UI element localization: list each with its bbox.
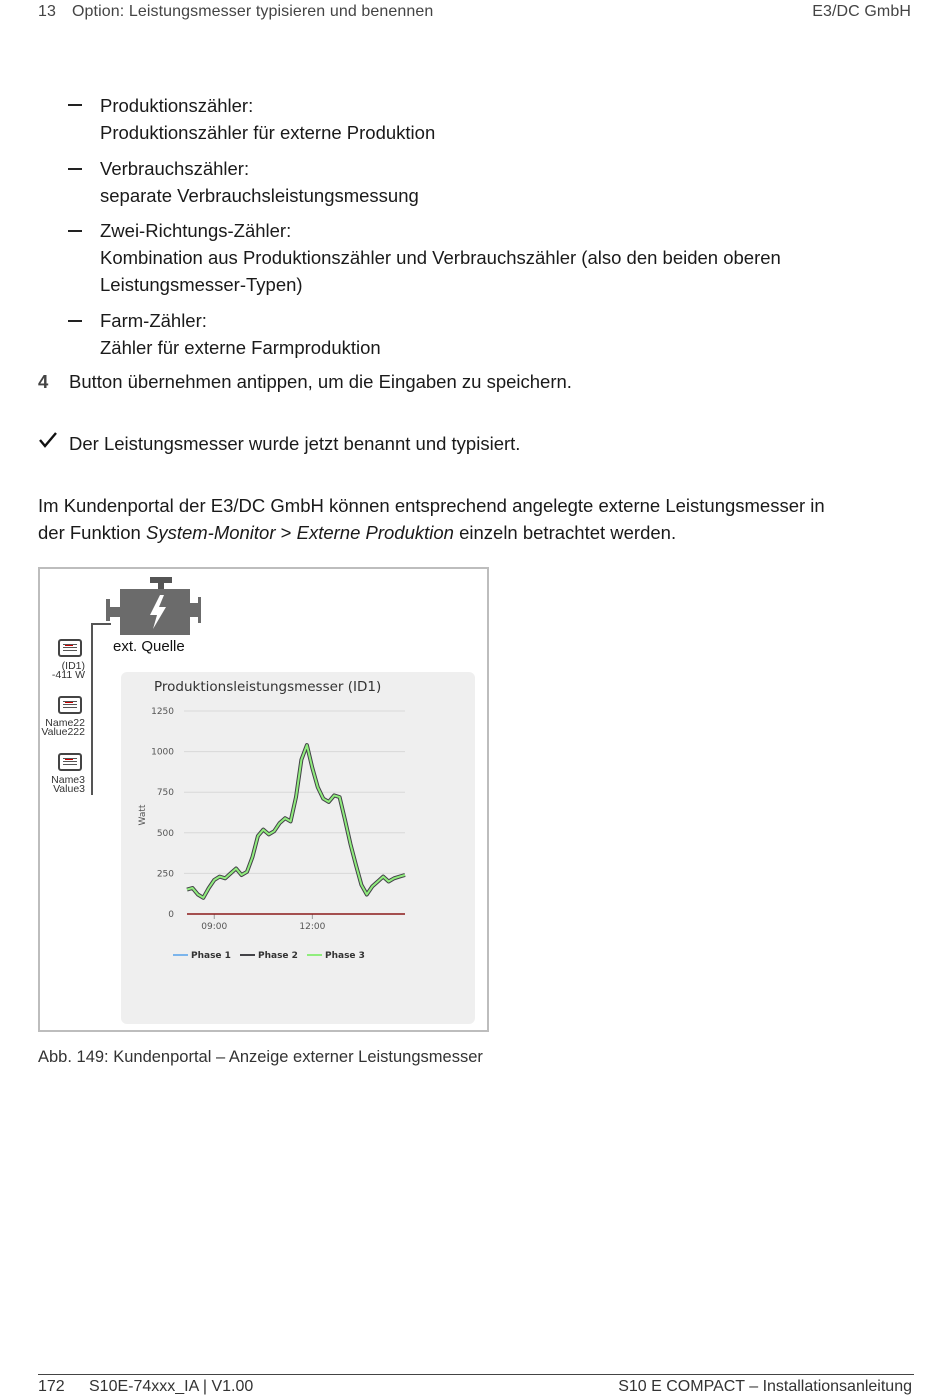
company-name: E3/DC GmbH — [812, 3, 911, 20]
bullet-dash — [68, 320, 82, 322]
bullet-desc-bidirectional-2: Leistungsmesser-Typen) — [100, 274, 303, 295]
x-tick-label: 09:00 — [201, 922, 228, 932]
meter-name-1: (ID1) — [61, 660, 85, 672]
meter-value-2: Value222 — [41, 726, 85, 738]
bullet-desc-consumption: separate Verbrauchsleistungsmessung — [100, 185, 419, 206]
meter-value-3: Value3 — [53, 783, 85, 795]
legend-label: Phase 3 — [325, 951, 365, 961]
bullet-dash — [68, 104, 82, 106]
y-tick-label: 1250 — [151, 707, 174, 717]
bullet-desc-production: Produktionszähler für externe Produktion — [100, 122, 436, 143]
chapter-number: 13 — [38, 3, 56, 20]
paragraph-line-2 — [38, 519, 676, 546]
paragraph-text: der Funktion — [38, 522, 146, 543]
chart-title: Produktionsleistungsmesser (ID1) — [154, 679, 382, 695]
meter-icon-3[interactable] — [58, 753, 82, 771]
chapter-title: Option: Leistungsmesser typisieren und benennen — [72, 3, 434, 20]
legend-label: Phase 2 — [258, 951, 298, 961]
menu-path-system-monitor: System-Monitor — [145, 522, 276, 543]
menu-path-separator: > — [275, 522, 297, 543]
y-axis-label: Watt — [138, 804, 148, 826]
menu-path-external-production: Externe Produktion — [296, 522, 454, 543]
meter-name-3: Name3 — [51, 774, 85, 786]
connector-line-horizontal — [91, 623, 111, 625]
result-text: Der Leistungsmesser wurde jetzt benannt und typisiert. — [69, 433, 521, 454]
legend-label: Phase 1 — [191, 951, 231, 961]
page-number: 172 — [38, 1378, 65, 1395]
document-title: S10 E COMPACT – Installationsanleitung — [618, 1378, 912, 1395]
bullet-title-bidirectional: Zwei-Richtungs-Zähler: — [100, 220, 292, 241]
bullet-desc-bidirectional-1: Kombination aus Produktionszähler und Verbrauchszähler (also den beiden oberen — [100, 247, 781, 268]
figure-caption: Abb. 149: Kundenportal – Anzeige externer Leistungsmesser — [38, 1048, 483, 1066]
source-label: ext. Quelle — [113, 638, 185, 655]
check-icon — [38, 430, 58, 450]
paragraph-line-1: Im Kundenportal der E3/DC GmbH können entsprechend angelegte externe Leistungsmesser in — [38, 495, 825, 516]
connector-line-vertical — [91, 623, 93, 795]
generator-icon — [106, 577, 201, 637]
y-tick-label: 0 — [168, 910, 174, 920]
footer-rule — [38, 1374, 914, 1375]
power-chart — [121, 672, 475, 1024]
step-text: Button übernehmen antippen, um die Eingaben zu speichern. — [69, 371, 572, 392]
y-tick-label: 750 — [156, 788, 174, 799]
y-tick-label: 250 — [156, 869, 174, 880]
document-id: S10E-74xxx_IA | V1.00 — [89, 1378, 254, 1395]
series-line-phase-2 — [187, 745, 405, 898]
bullet-dash — [68, 230, 82, 232]
x-tick-label: 12:00 — [299, 922, 326, 932]
bullet-desc-farm: Zähler für externe Farmproduktion — [100, 337, 381, 358]
meter-icon-2[interactable] — [58, 696, 82, 714]
bullet-title-consumption: Verbrauchszähler: — [100, 158, 250, 179]
bullet-dash — [68, 168, 82, 170]
y-tick-label: 500 — [156, 828, 174, 839]
bullet-title-farm: Farm-Zähler: — [100, 310, 207, 331]
paragraph-text: einzeln betrachtet werden. — [453, 522, 677, 543]
bullet-title-production: Produktionszähler: — [100, 95, 254, 116]
meter-icon-1[interactable] — [58, 639, 82, 657]
meter-name-2: Name22 — [45, 717, 85, 729]
meter-value-1: -411 W — [51, 669, 85, 681]
y-tick-label: 1000 — [151, 747, 174, 758]
step-number: 4 — [38, 371, 49, 392]
